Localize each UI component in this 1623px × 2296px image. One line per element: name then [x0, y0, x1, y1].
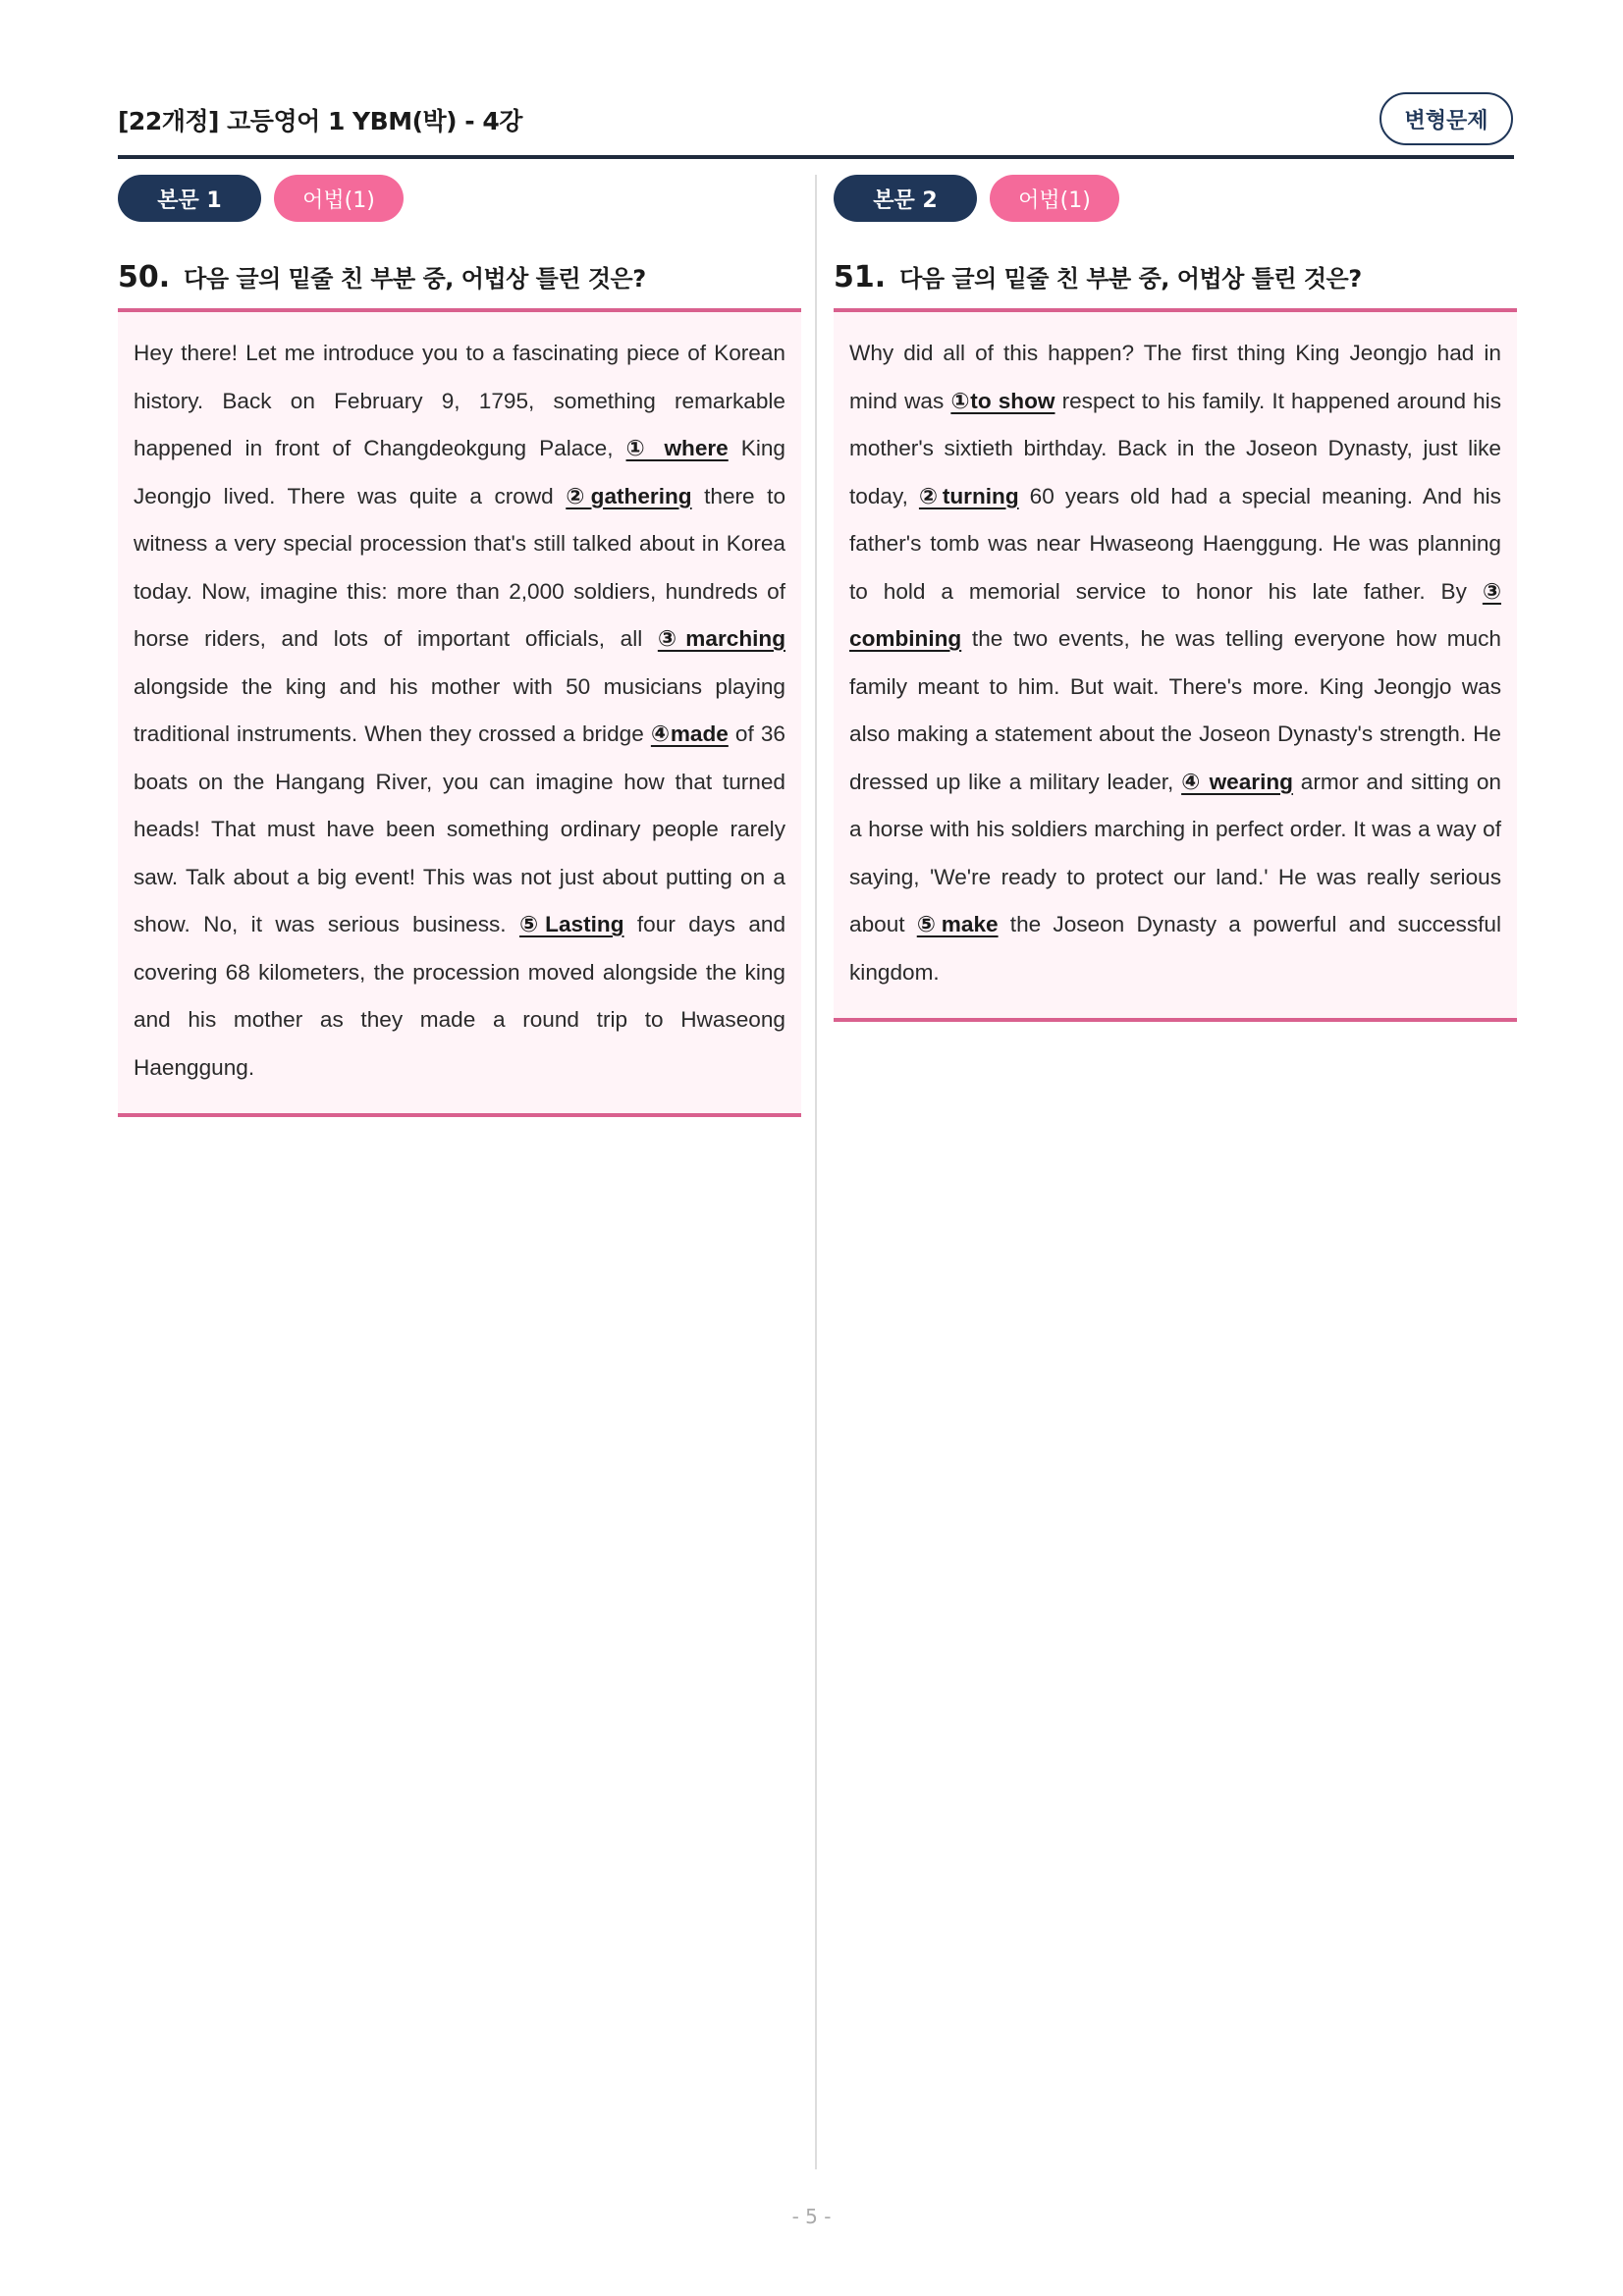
- answer-choice: ⑤Lasting: [518, 912, 624, 936]
- answer-choice: ②gathering: [566, 483, 692, 508]
- question-number: 50.: [118, 260, 171, 294]
- answer-choice: ④made: [650, 721, 729, 746]
- question-column-left: [118, 175, 801, 1117]
- page-title: [22개정] 고등영어 1 YBM(박) - 4강: [118, 107, 522, 135]
- type-badge: 변형문제: [1380, 92, 1513, 145]
- passage-segment: four days and covering 68 kilometers, the procession moved alongside the king and his mother as they made a round trip to Hwaseong Haenggung.: [134, 912, 786, 1080]
- question-heading: [834, 259, 1517, 298]
- column-divider: [815, 175, 817, 2169]
- answer-choice: ③ combining: [849, 578, 1501, 651]
- answer-choice: ②turning: [918, 483, 1019, 508]
- passage-segment: there to witness a very special procession that's still talked about in Korea today. Now, imagine this: more than 2,000 soldiers, hundreds of horse riders, and lots of important officials, all: [134, 483, 786, 651]
- question-prompt: 다음 글의 밑줄 친 부분 중, 어법상 틀린 것은?: [184, 265, 646, 293]
- answer-choice: ① where: [625, 436, 729, 460]
- passage-segment: of 36 boats on the Hangang River, you can imagine how that turned heads! That must have been something ordinary people rarely saw. Talk about a big event! This was not just about putting on a show. No, it was serious business.: [134, 721, 786, 936]
- section-label: 본문 1: [118, 175, 261, 222]
- passage-segment: armor and sitting on a horse with his soldiers marching in perfect order. It was a way of saying, 'We're ready to protect our land.' He was really serious about: [849, 769, 1501, 936]
- header-divider: [118, 155, 1514, 159]
- passage-segment: Hey there! Let me introduce you to a fascinating piece of Korean history. Back on February 9, 1795, something remarkable happened in front of Changdeokgung Palace,: [134, 341, 785, 460]
- question-labels: [834, 175, 1517, 222]
- question-prompt: 다음 글의 밑줄 친 부분 중, 어법상 틀린 것은?: [899, 265, 1362, 293]
- passage-text: [849, 330, 1501, 996]
- passage-segment: alongside the king and his mother with 50 musicians playing traditional instruments. When they crossed a bridge: [134, 673, 785, 746]
- passage-segment: 60 years old had a special meaning. And his father's tomb was near Hwaseong Haenggung. He was planning to hold a memorial service to honor his late father. By: [849, 483, 1501, 604]
- answer-choice: ①to show: [950, 388, 1055, 413]
- passage-segment: King Jeongjo lived. There was quite a crowd: [134, 436, 785, 508]
- passage-text: [134, 330, 785, 1092]
- question-heading: [118, 259, 801, 298]
- question-labels: [118, 175, 801, 222]
- passage-segment: the Joseon Dynasty a powerful and successful kingdom.: [849, 912, 1501, 985]
- passage-box: [118, 308, 801, 1117]
- passage-segment: respect to his family. It happened around his mother's sixtieth birthday. Back in the Joseon Dynasty, just like today,: [849, 388, 1501, 508]
- passage-segment: Why did all of this happen? The first thing King Jeongjo had in mind was: [849, 341, 1501, 413]
- page-number: - 5 -: [791, 2205, 832, 2228]
- passage-box: [834, 308, 1517, 1022]
- category-label: 어법(1): [990, 175, 1119, 222]
- answer-choice: ④ wearing: [1181, 769, 1293, 794]
- answer-choice: ⑤make: [916, 912, 999, 936]
- passage-segment: the two events, he was telling everyone how much family meant to him. But wait. There's more. King Jeongjo was also making a statement about the Joseon Dynasty's strength. He dressed up like a military leader,: [849, 626, 1501, 794]
- section-label: 본문 2: [834, 175, 977, 222]
- question-number: 51.: [834, 260, 887, 294]
- category-label: 어법(1): [274, 175, 404, 222]
- answer-choice: ③marching: [657, 626, 785, 651]
- question-column-right: [834, 175, 1517, 1022]
